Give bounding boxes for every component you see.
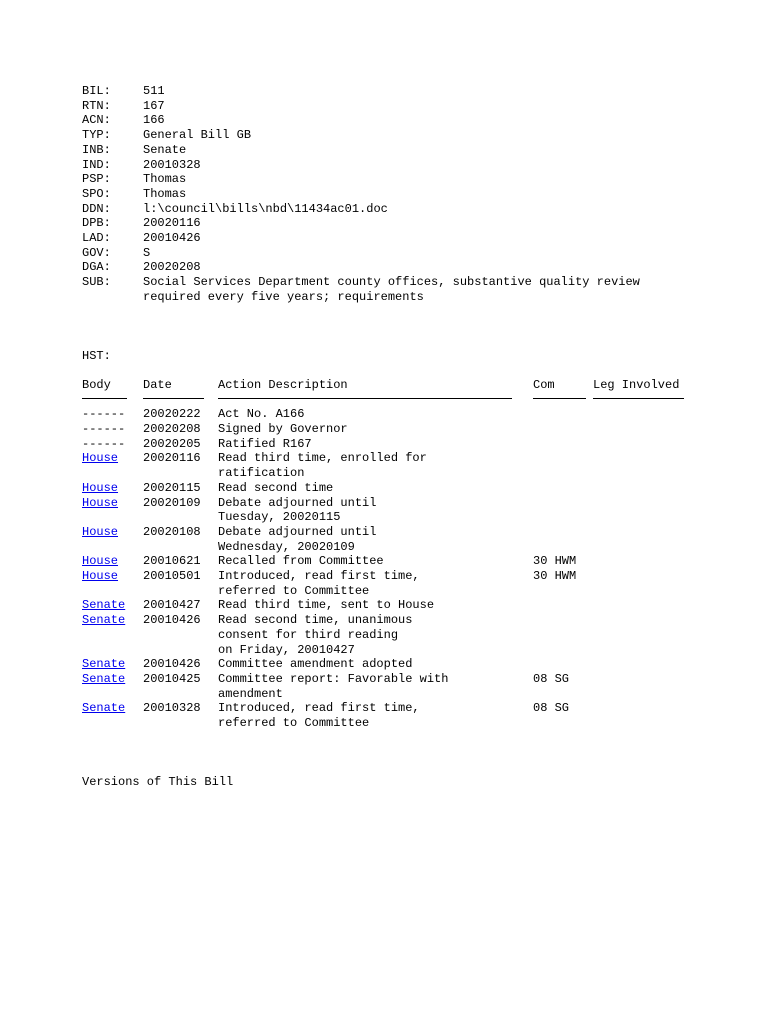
row-date: 20020115 <box>143 480 201 495</box>
field-key: DDN: <box>82 201 111 216</box>
field-key: PSP: <box>82 172 111 187</box>
field-row <box>82 84 722 99</box>
header-body: Body <box>82 377 111 392</box>
row-action: Committee report: Favorable with amendment <box>218 671 449 701</box>
row-action: Ratified R167 <box>218 436 312 451</box>
row-action: Read third time, enrolled for ratification <box>218 451 427 481</box>
row-body <box>82 569 143 598</box>
row-body <box>82 657 143 672</box>
row-date: 20020222 <box>143 407 201 422</box>
divider <box>533 393 586 399</box>
field-key: RTN: <box>82 98 111 113</box>
field-key: ACN: <box>82 113 111 128</box>
row-action: Recalled from Committee <box>218 554 384 569</box>
history-row <box>82 554 722 569</box>
header-date: Date <box>143 377 172 392</box>
field-value: l:\council\bills\nbd\11434ac01.doc <box>143 201 388 216</box>
row-body <box>82 481 143 496</box>
row-committee <box>533 437 593 452</box>
row-committee: 08 SG <box>533 671 570 686</box>
row-body <box>82 598 143 613</box>
row-date: 20010425 <box>143 671 201 686</box>
body-link[interactable]: Senate <box>82 613 126 628</box>
history-row <box>82 525 722 554</box>
row-action: Read third time, sent to House <box>218 598 435 613</box>
history-row <box>82 701 722 730</box>
row-action: Act No. A166 <box>218 407 305 422</box>
row-committee <box>533 496 593 525</box>
history-row <box>82 672 722 701</box>
history-row <box>82 496 722 525</box>
body-link[interactable]: House <box>82 480 119 495</box>
row-body <box>82 496 143 525</box>
row-committee: 08 SG <box>533 701 570 716</box>
field-row <box>82 246 722 261</box>
row-committee: 30 HWM <box>533 569 577 584</box>
versions-heading: Versions of This Bill <box>82 774 234 789</box>
row-date: 20010427 <box>143 598 201 613</box>
divider <box>218 393 512 399</box>
field-key: DGA: <box>82 260 111 275</box>
field-value: 20010426 <box>143 231 201 246</box>
field-row <box>82 143 722 158</box>
row-body <box>82 525 143 554</box>
field-value: General Bill GB <box>143 128 252 143</box>
history-row <box>82 407 722 422</box>
field-key: SUB: <box>82 275 111 290</box>
body-link[interactable]: Senate <box>82 671 126 686</box>
field-value: 20020116 <box>143 216 201 231</box>
divider <box>82 393 127 399</box>
field-row <box>82 158 722 173</box>
subject-value: Social Services Department county offices, substantive quality review required every five years; requirements <box>143 275 640 304</box>
row-body <box>82 613 143 657</box>
field-row <box>82 260 722 275</box>
row-action: Introduced, read first time, referred to Committee <box>218 569 420 598</box>
row-date: 20010621 <box>143 554 201 569</box>
field-value: Senate <box>143 142 187 157</box>
body-link[interactable]: House <box>82 451 119 466</box>
row-action: Committee amendment adopted <box>218 657 413 672</box>
field-value: S <box>143 245 151 260</box>
field-key: INB: <box>82 142 111 157</box>
row-date: 20020205 <box>143 436 201 451</box>
body-link[interactable]: Senate <box>82 657 126 672</box>
header-com: Com <box>533 377 555 392</box>
header-leg: Leg Involved <box>593 377 680 392</box>
history-row <box>82 422 722 437</box>
row-action: Debate adjourned until Tuesday, 20020115 <box>218 495 377 525</box>
field-key: SPO: <box>82 186 111 201</box>
row-action: Debate adjourned until Wednesday, 20020109 <box>218 524 377 554</box>
row-action: Signed by Governor <box>218 422 348 436</box>
field-value: 167 <box>143 98 165 113</box>
history-row <box>82 437 722 452</box>
body-link[interactable]: House <box>82 554 119 569</box>
field-row-subject <box>82 275 722 304</box>
field-row <box>82 172 722 187</box>
row-action: Read second time <box>218 480 334 495</box>
row-action: Read second time, unanimous consent for third reading on Friday, 20010427 <box>218 613 413 657</box>
row-committee: 30 HWM <box>533 554 577 569</box>
history-row <box>82 613 722 657</box>
row-body: ------ <box>82 407 126 422</box>
row-committee <box>533 598 593 613</box>
row-body: ------ <box>82 436 126 451</box>
field-key: DPB: <box>82 216 111 231</box>
history-label: HST: <box>82 348 111 363</box>
row-action: Introduced, read first time, referred to Committee <box>218 701 420 731</box>
row-committee <box>533 657 593 672</box>
row-committee <box>533 613 593 657</box>
row-date: 20020208 <box>143 422 201 436</box>
row-body <box>82 554 143 569</box>
field-key: IND: <box>82 157 111 172</box>
field-row <box>82 187 722 202</box>
body-link[interactable]: Senate <box>82 598 126 613</box>
field-value: Thomas <box>143 172 187 187</box>
history-table <box>82 407 722 730</box>
row-committee <box>533 525 593 554</box>
divider <box>143 393 204 399</box>
row-date: 20020108 <box>143 524 201 539</box>
header-rules <box>82 393 722 408</box>
row-date: 20020109 <box>143 495 201 510</box>
field-value: 166 <box>143 113 165 128</box>
row-body <box>82 451 143 480</box>
row-date: 20020116 <box>143 451 201 466</box>
field-key: BIL: <box>82 84 111 98</box>
history-row <box>82 598 722 613</box>
row-body: ------ <box>82 422 126 436</box>
divider <box>593 393 684 399</box>
history-row <box>82 481 722 496</box>
row-committee <box>533 481 593 496</box>
field-value: 20020208 <box>143 260 201 275</box>
field-row <box>82 99 722 114</box>
field-value: Thomas <box>143 186 187 201</box>
field-row <box>82 113 722 128</box>
bill-record <box>82 84 722 789</box>
body-link[interactable]: House <box>82 495 119 510</box>
history-row <box>82 451 722 480</box>
history-row <box>82 657 722 672</box>
row-committee <box>533 422 593 437</box>
field-value: 20010328 <box>143 157 201 172</box>
field-key: LAD: <box>82 231 111 246</box>
field-row <box>82 231 722 246</box>
history-row <box>82 569 722 598</box>
row-committee <box>533 407 593 422</box>
field-row <box>82 202 722 217</box>
body-link[interactable]: House <box>82 569 119 584</box>
field-row <box>82 216 722 231</box>
field-value: 511 <box>143 84 165 98</box>
row-date: 20010328 <box>143 701 201 716</box>
row-committee <box>533 451 593 480</box>
bill-fields <box>82 84 722 305</box>
field-key: TYP: <box>82 128 111 143</box>
field-key: GOV: <box>82 245 111 260</box>
body-link[interactable]: Senate <box>82 701 126 716</box>
row-body <box>82 701 143 730</box>
history-header-row <box>82 378 722 393</box>
row-date: 20010426 <box>143 657 201 672</box>
row-body <box>82 672 143 701</box>
field-row <box>82 128 722 143</box>
row-date: 20010501 <box>143 569 201 584</box>
body-link[interactable]: House <box>82 524 119 539</box>
row-date: 20010426 <box>143 613 201 628</box>
header-action: Action Description <box>218 377 348 392</box>
